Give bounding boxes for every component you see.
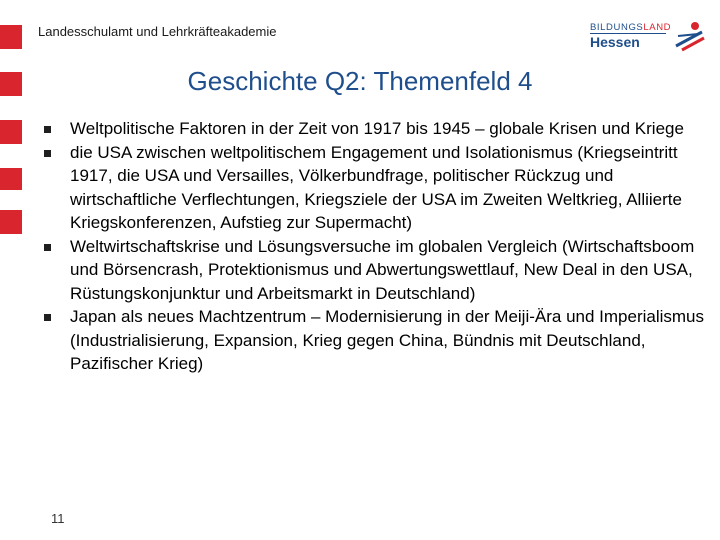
bullet-text: die USA zwischen weltpolitischem Engagement und Isolationismus (Kriegseintritt 1917, die USA und Versailles, Völkerbundfrage, politischer Rückzug und wirtschaftliche Verflechtungen, Kriegsziele der USA im Zweiten Weltkrieg, Alliierte Kriegskonferenzen, Aufstieg zur Supermacht) <box>70 142 682 232</box>
bullet-item <box>44 305 704 376</box>
bullet-text: Weltpolitische Faktoren in der Zeit von 1917 bis 1945 – globale Krisen und Kriege <box>70 119 684 138</box>
bullet-list <box>44 117 704 376</box>
square-bullet-icon <box>44 150 51 157</box>
decorative-red-block <box>0 168 22 190</box>
square-bullet-icon <box>44 314 51 321</box>
decorative-red-block <box>0 210 22 234</box>
bullet-item <box>44 235 704 306</box>
bullet-text: Japan als neues Machtzentrum – Modernisierung in der Meiji-Ära und Imperialismus (Industrialisierung, Expansion, Krieg gegen China, Bündnis mit Deutschland, Pazifischer Krieg) <box>70 307 705 373</box>
logo-figure-icon <box>672 20 706 52</box>
square-bullet-icon <box>44 244 51 251</box>
bullet-item <box>44 141 704 235</box>
bullet-text: Weltwirtschaftskrise und Lösungsversuche im globalen Vergleich (Wirtschaftsboom und Börsencrash, Protektionismus und Abwertungswettlauf, New Deal in den USA, Rüstungskonjunktur und Arbeitsmarkt in Deutschland) <box>70 236 695 303</box>
organization-name: Landesschulamt und Lehrkräfteakademie <box>38 24 277 39</box>
decorative-red-block <box>0 25 22 49</box>
logo-text-top: BILDUNGSLAND <box>590 22 672 33</box>
bildungsland-hessen-logo <box>590 20 708 56</box>
page-number: 11 <box>51 511 65 526</box>
slide-title: Geschichte Q2: Themenfeld 4 <box>187 66 533 96</box>
bullet-item <box>44 117 704 141</box>
decorative-red-block <box>0 120 22 144</box>
square-bullet-icon <box>44 126 51 133</box>
logo-text-bottom: Hessen <box>590 34 640 50</box>
